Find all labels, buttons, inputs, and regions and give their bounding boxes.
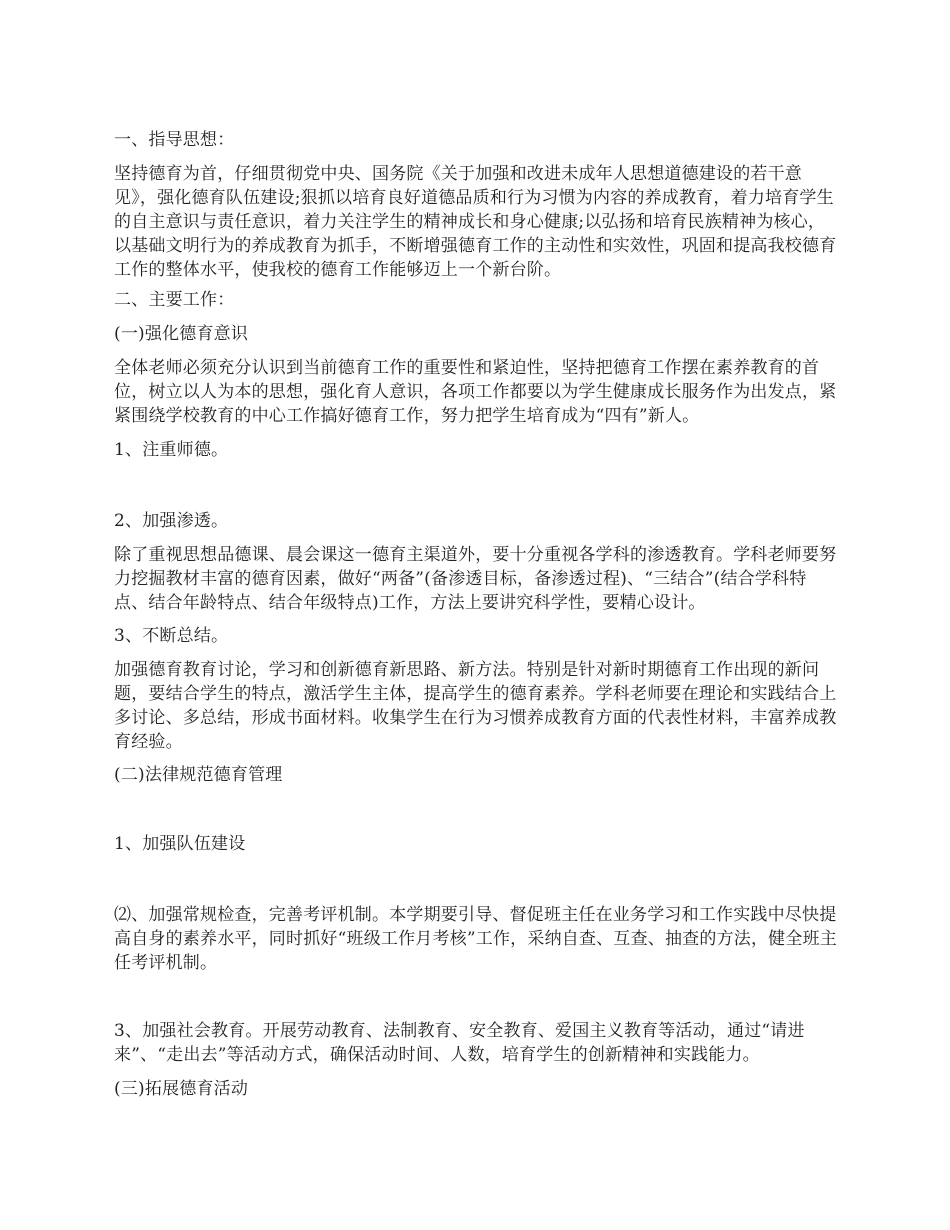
subheading-expand-activities: (三)拓展德育活动 [114, 1079, 249, 1099]
paragraph-permeation: 除了重视思想品德课、晨会课这一德育主渠道外，要十分重视各学科的渗透教育。学科老师要努力挖掘教材丰富的德育因素，做好“两备”(备渗透目标，备渗透过程)、“三结合”(结合学科特点、结合年龄特点、结合年级特点)工作，方法上要讲究科学性，要精心设计。 [114, 545, 837, 613]
paragraph-routine-inspection: ⑵、加强常规检查，完善考评机制。本学期要引导、督促班主任在业务学习和工作实践中尽快提高自身的素养水平，同时抓好“班级工作月考核”工作，采纳自查、互查、抽查的方法，健全班主任考评机制。 [114, 905, 837, 973]
subheading-strengthen-awareness: (一)强化德育意识 [114, 324, 249, 344]
subheading-legal-management: (二)法律规范德育管理 [114, 765, 283, 785]
heading-guiding-ideology: 一、指导思想： [114, 130, 235, 150]
paragraph-social-education: 3、加强社会教育。开展劳动教育、法制教育、安全教育、爱国主义教育等活动，通过“请进来”、“走出去”等活动方式，确保活动时间、人数，培育学生的创新精神和实践能力。 [114, 1021, 805, 1065]
heading-main-work: 二、主要工作： [114, 290, 235, 310]
item-continuous-summary: 3、不断总结。 [114, 626, 229, 646]
item-strengthen-permeation: 2、加强渗透。 [114, 511, 229, 531]
paragraph-guiding-ideology: 坚持德育为首，仔细贯彻党中央、国务院《关于加强和改进未成年人思想道德建设的若干意见》，强化德育队伍建设;狠抓以培育良好道德品质和行为习惯为内容的养成教育，着力培育学生的自主意识与责任意识，着力关注学生的精神成长和身心健康;以弘扬和培育民族精神为核心，以基础文明行为的养成教育为抓手，不断增强德育工作的主动性和实效性，巩固和提高我校德育工作的整体水平，使我校的德育工作能够迈上一个新台阶。 [114, 164, 837, 280]
item-teacher-ethics: 1、注重师德。 [114, 440, 229, 460]
item-team-building: 1、加强队伍建设 [114, 834, 246, 854]
paragraph-summary: 加强德育教育讨论，学习和创新德育新思路、新方法。特别是针对新时期德育工作出现的新问题，要结合学生的特点，激活学生主体，提高学生的德育素养。学科老师要在理论和实践结合上多讨论、多总结，形成书面材料。收集学生在行为习惯养成教育方面的代表性材料，丰富养成教育经验。 [114, 660, 837, 752]
paragraph-strengthen-awareness: 全体老师必须充分认识到当前德育工作的重要性和紧迫性，坚持把德育工作摆在素养教育的首位，树立以人为本的思想，强化育人意识，各项工作都要以为学生健康成长服务作为出发点，紧紧围绕学校教育的中心工作搞好德育工作，努力把学生培育成为“四有”新人。 [114, 358, 837, 426]
